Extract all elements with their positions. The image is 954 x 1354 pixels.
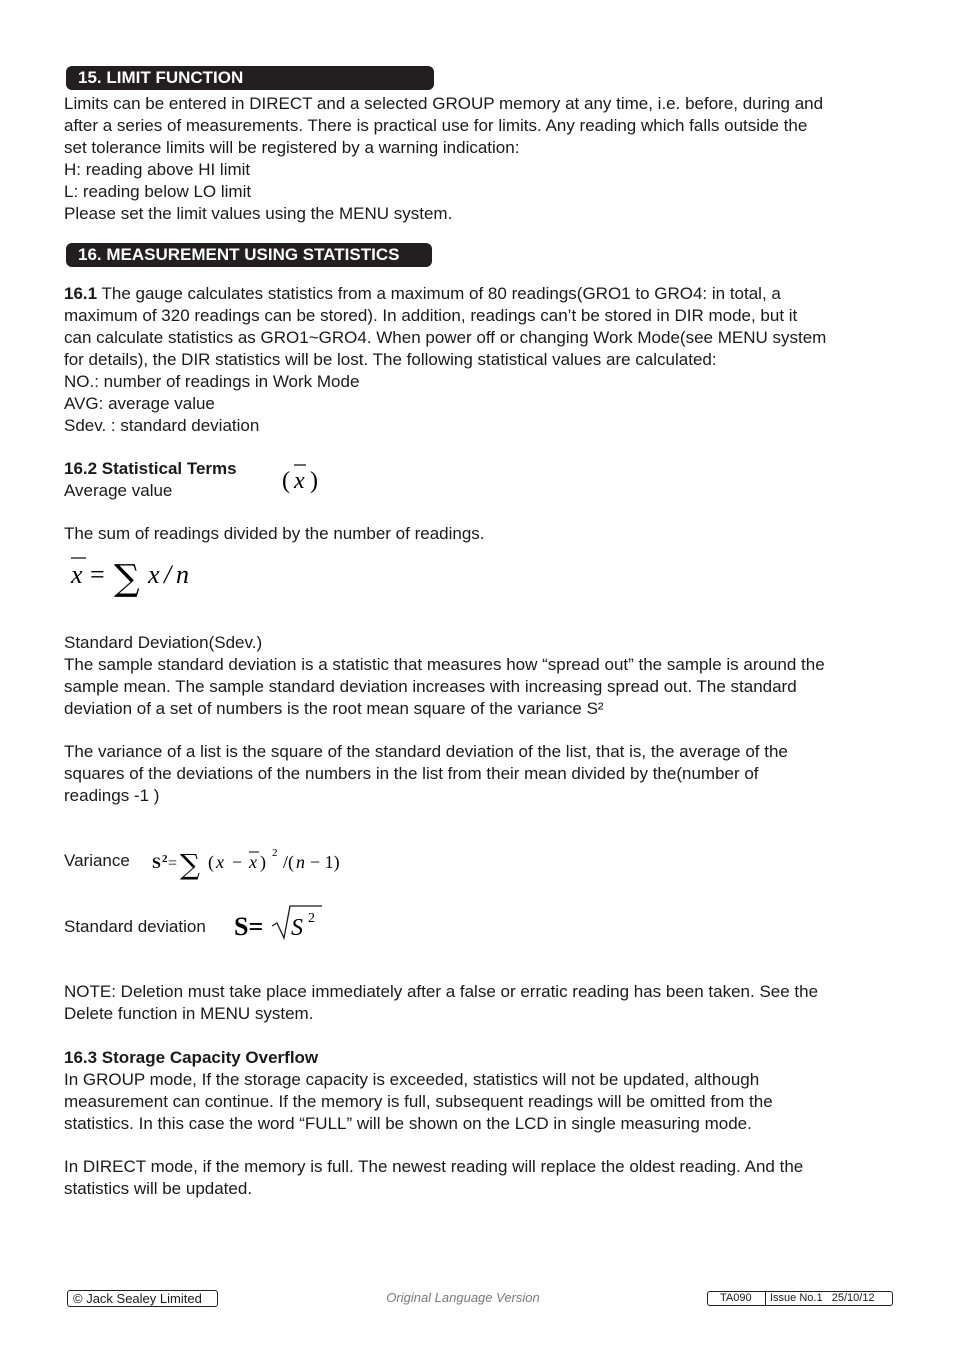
direct-mode-paragraph (64, 1156, 894, 1200)
footer-language-version: Original Language Version (386, 1290, 540, 1305)
text-line: after a series of measurements. There is practical use for limits. Any reading which falls outside the (64, 116, 808, 135)
footer-model: TA090 (708, 1292, 766, 1305)
footer-copyright: © Jack Sealey Limited (67, 1290, 218, 1307)
text-line: The sum of readings divided by the number of readings. (64, 524, 485, 543)
sd-label (64, 916, 244, 938)
math-text: = (168, 855, 178, 872)
math-text: x (249, 852, 257, 872)
sd-formula (232, 900, 332, 944)
text-line: Delete function in MENU system. (64, 1004, 314, 1023)
text-line: Variance (64, 851, 130, 870)
text-line: In GROUP mode, If the storage capacity is exceeded, statistics will not be updated, although (64, 1070, 760, 1089)
section-15-body (64, 93, 894, 225)
mean-formula (66, 550, 206, 598)
text-line: Limits can be entered in DIRECT and a selected GROUP memory at any time, i.e. before, during and (64, 94, 824, 113)
math-text: ( (208, 852, 214, 872)
text-line: H: reading above HI limit (64, 160, 251, 179)
math-text: S (152, 855, 161, 872)
math-text: n (176, 560, 189, 589)
variance-description (64, 741, 894, 807)
math-text: 2 (308, 911, 315, 926)
sigma-symbol: ∑ (180, 848, 200, 881)
text-line: L: reading below LO limit (64, 182, 252, 201)
section-16-3 (64, 1047, 894, 1135)
text-line: squares of the deviations of the numbers in the list from their mean divided by the(number of (64, 764, 759, 783)
subsection-title: 16.3 Storage Capacity Overflow (64, 1048, 319, 1067)
math-text: x (71, 560, 83, 589)
math-text: n (296, 852, 305, 872)
text-line: deviation of a set of numbers is the root mean square of the variance S² (64, 699, 604, 718)
math-text: x (216, 852, 224, 872)
text-line: set tolerance limits will be registered by a warning indication: (64, 138, 520, 157)
sigma-symbol: ∑ (114, 558, 140, 598)
math-text: = (90, 560, 105, 589)
average-symbol (280, 458, 328, 498)
math-text: 2 (272, 847, 278, 859)
math-text: ) (310, 468, 318, 494)
math-text: S= (234, 912, 264, 941)
variance-formula (150, 842, 360, 882)
text-line: measurement can continue. If the memory is full, subsequent readings will be omitted from the (64, 1092, 773, 1111)
footer-issue: Issue No.1 25/10/12 (770, 1292, 875, 1304)
subsection-title: Standard Deviation(Sdev.) (64, 633, 263, 652)
text-span: The gauge calculates statistics from a maximum of 80 readings(GRO1 to GRO4: in total, a (97, 284, 781, 303)
math-text: / (164, 560, 172, 589)
paragraph-number: 16.1 (64, 284, 98, 303)
math-text: 2 (162, 853, 168, 865)
math-text: x (148, 560, 160, 589)
math-text: − (232, 852, 243, 872)
text-line: NOTE: Deletion must take place immediately after a false or erratic reading has been taken. See the (64, 982, 819, 1001)
math-text: S (291, 915, 303, 941)
subsection-title: 16.2 Statistical Terms (64, 459, 237, 478)
text-line: statistics. In this case the word “FULL” will be shown on the LCD in single measuring mode. (64, 1114, 752, 1133)
text-line: for details), the DIR statistics will be lost. The following statistical values are calculated: (64, 350, 717, 369)
math-text: /( (283, 852, 294, 872)
text-line: sample mean. The sample standard deviation increases with increasing spread out. The standard (64, 677, 797, 696)
math-text: x (294, 468, 305, 494)
text-line (64, 283, 894, 305)
note (64, 981, 894, 1025)
footer-issue-box (707, 1291, 893, 1306)
text-line: The variance of a list is the square of the standard deviation of the list, that is, the average of the (64, 742, 788, 761)
text-line: Average value (64, 481, 173, 500)
text-line: can calculate statistics as GRO1~GRO4. When power off or changing Work Mode(see MENU system (64, 328, 827, 347)
math-text: ( (282, 468, 290, 494)
sum-description (64, 523, 894, 545)
math-text: ) (260, 852, 266, 872)
text-line: Standard deviation (64, 917, 206, 936)
text-line: Please set the limit values using the MENU system. (64, 204, 453, 223)
text-line: AVG: average value (64, 394, 215, 413)
section-16-1 (64, 283, 894, 437)
section-16-heading: 16. MEASUREMENT USING STATISTICS (66, 243, 432, 267)
math-text: − 1) (310, 852, 340, 872)
text-line: The sample standard deviation is a statistic that measures how “spread out” the sample is around the (64, 655, 825, 674)
text-line: readings -1 ) (64, 786, 160, 805)
text-line: In DIRECT mode, if the memory is full. The newest reading will replace the oldest reading. And the (64, 1157, 804, 1176)
text-line: statistics will be updated. (64, 1179, 253, 1198)
text-line: NO.: number of readings in Work Mode (64, 372, 360, 391)
variance-label (64, 850, 164, 872)
text-line: maximum of 320 readings can be stored). In addition, readings can’t be stored in DIR mode, but it (64, 306, 798, 325)
sdev-section (64, 632, 894, 720)
section-15-heading: 15. LIMIT FUNCTION (66, 66, 434, 90)
text-line: Sdev. : standard deviation (64, 416, 260, 435)
